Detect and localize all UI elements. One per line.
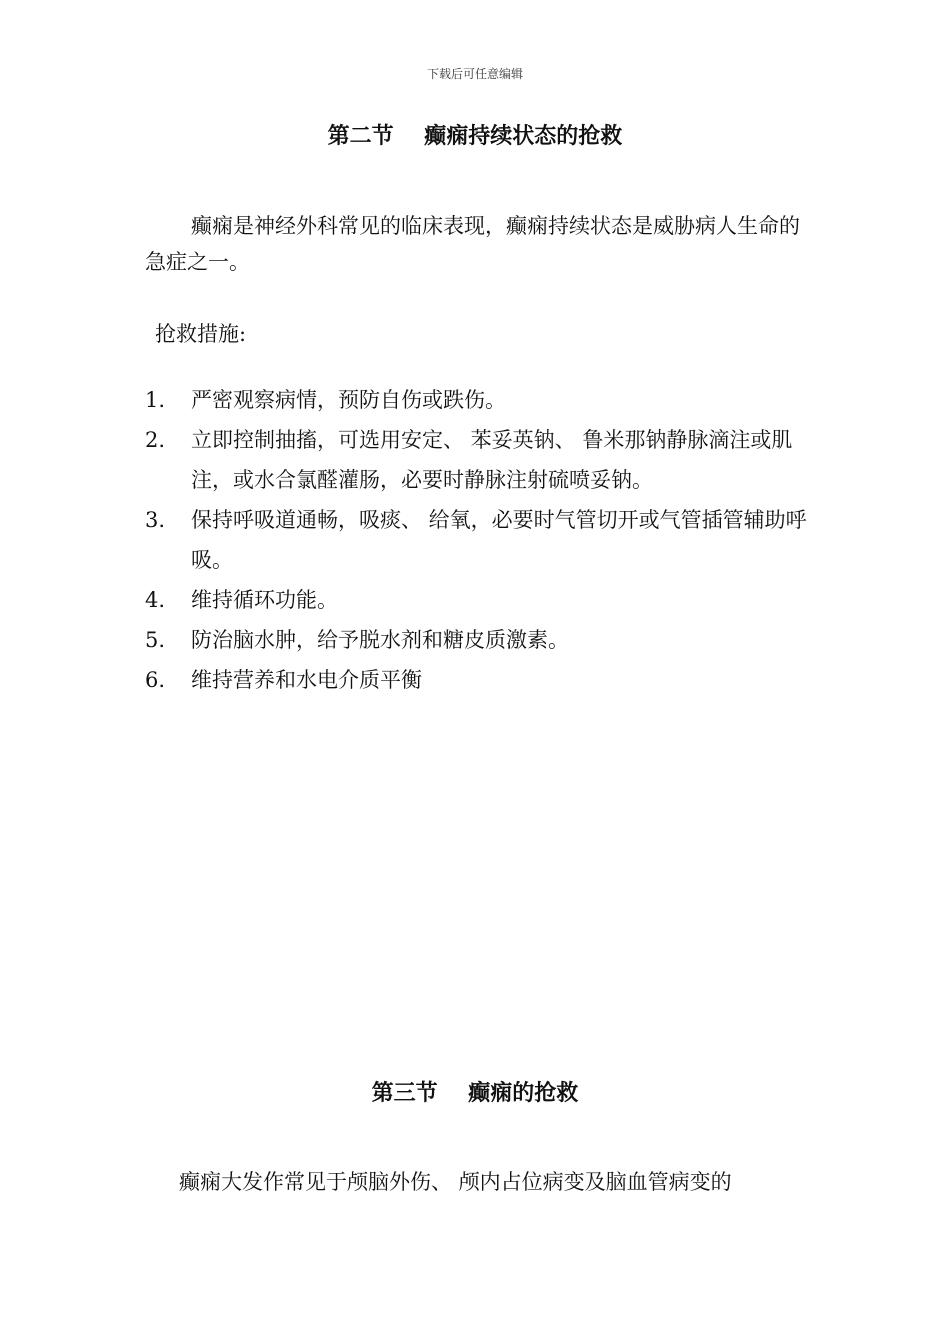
measures-list: [145, 380, 810, 700]
list-item-text: 防治脑水肿，给予脱水剂和糖皮质激素。: [191, 628, 569, 652]
list-item-number: 6.: [145, 668, 166, 692]
section-2-title: 第二节 癫痫持续状态的抢救: [327, 124, 623, 149]
measures-label: 抢救措施:: [155, 322, 247, 346]
list-item-text: 保持呼吸道通畅，吸痰、 给氧，必要时气管切开或气管插管辅助呼吸。: [191, 508, 807, 572]
list-item: [145, 620, 810, 660]
list-item: [145, 500, 810, 580]
list-item: [145, 380, 810, 420]
section-3-intro: 癫痫大发作常见于颅脑外伤、 颅内占位病变及脑血管病变的: [179, 1170, 732, 1194]
list-item-text: 立即控制抽搐，可选用安定、 苯妥英钠、 鲁米那钠静脉滴注或肌注，或水合氯醛灌肠，必要时静脉注射硫喷妥钠。: [191, 428, 793, 492]
list-item-number: 2.: [145, 428, 166, 452]
list-item-number: 5.: [145, 628, 166, 652]
header-note: 下载后可任意编辑: [426, 67, 523, 81]
list-item: [145, 660, 810, 700]
list-item-number: 4.: [145, 588, 166, 612]
list-item-number: 3.: [145, 508, 166, 532]
list-item-number: 1.: [145, 388, 166, 412]
section-3-title: 第三节 癫痫的抢救: [371, 1081, 579, 1106]
list-item-text: 维持循环功能。: [191, 588, 338, 612]
list-item: [145, 420, 810, 500]
list-item-text: 维持营养和水电介质平衡: [191, 668, 422, 692]
list-item-text: 严密观察病情，预防自伤或跌伤。: [191, 388, 506, 412]
section-2-intro: 癫痫是神经外科常见的临床表现，癫痫持续状态是威胁病人生命的急症之一。: [145, 214, 800, 274]
list-item: [145, 580, 810, 620]
